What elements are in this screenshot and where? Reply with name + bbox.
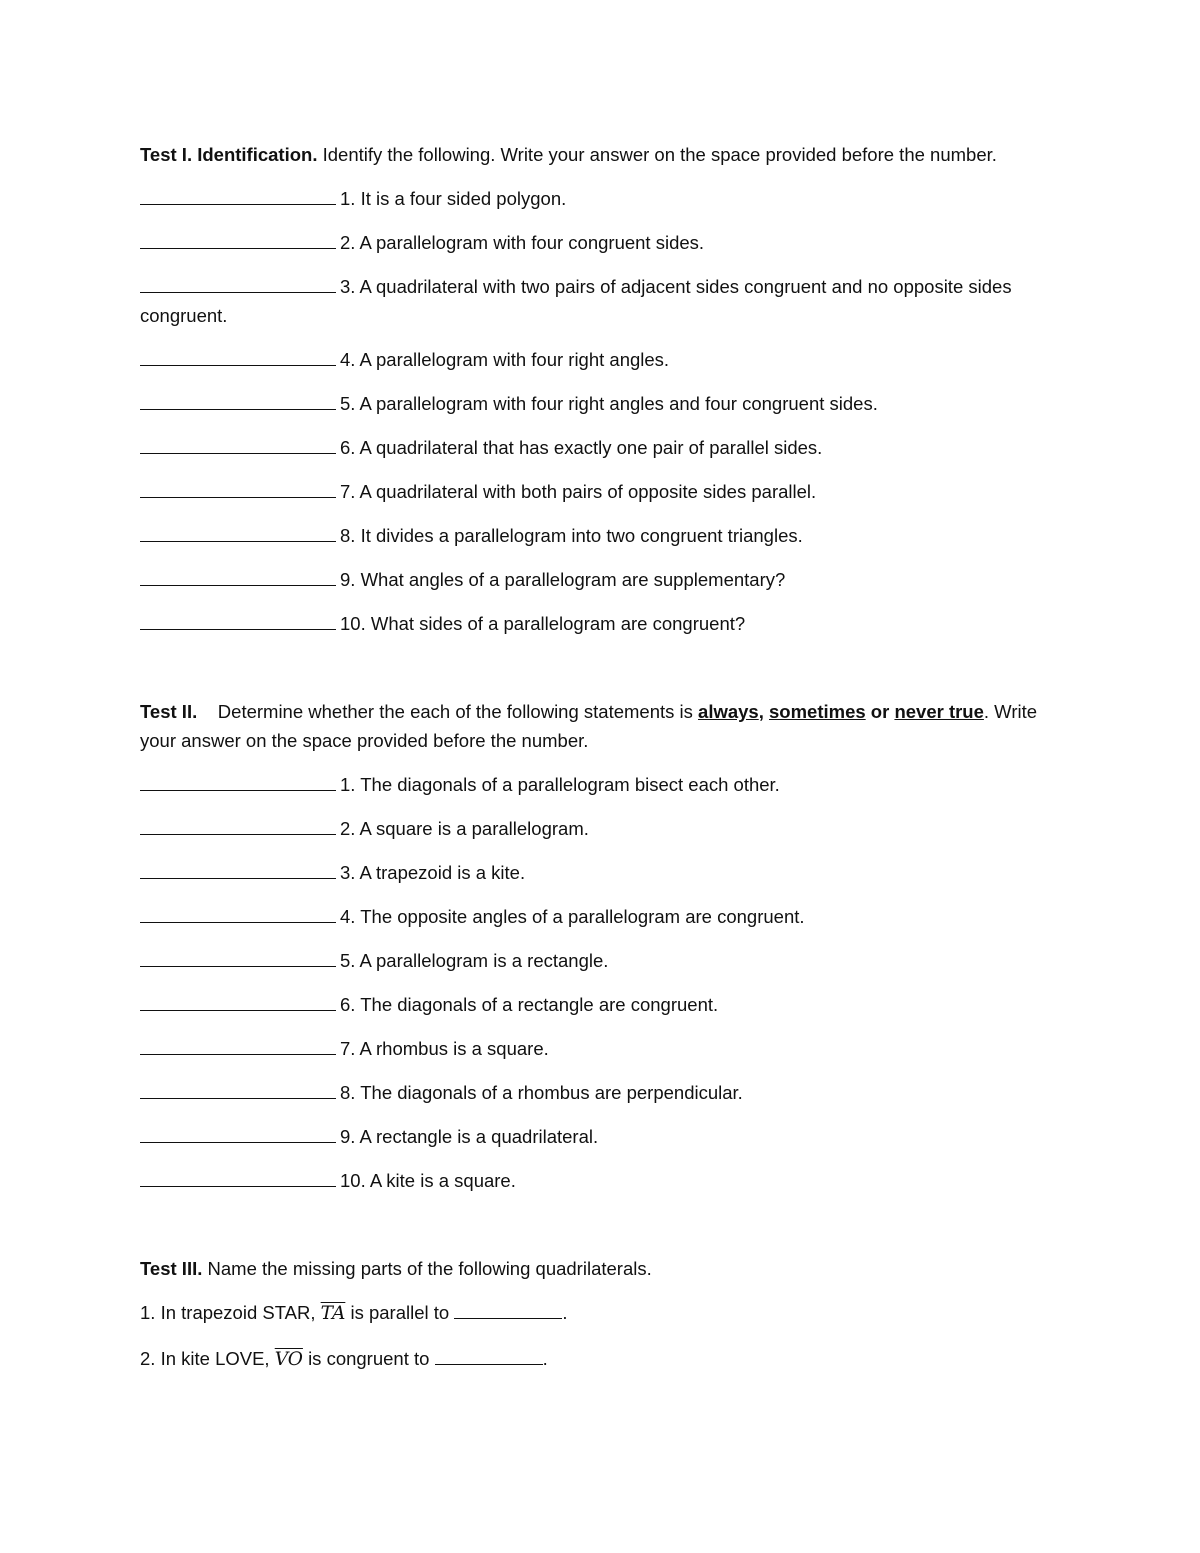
answer-blank[interactable] xyxy=(140,611,336,630)
keyword-sometimes: sometimes xyxy=(769,701,866,722)
answer-blank[interactable] xyxy=(140,1124,336,1143)
answer-blank[interactable] xyxy=(140,186,336,205)
keyword-never-true: never true xyxy=(894,701,984,722)
test1-item-2: 2. A parallelogram with four congruent sides. xyxy=(140,228,1060,257)
test2-item-9: 9. A rectangle is a quadrilateral. xyxy=(140,1122,1060,1151)
test2-item-7: 7. A rhombus is a square. xyxy=(140,1034,1060,1063)
test1-item-7: 7. A quadrilateral with both pairs of opposite sides parallel. xyxy=(140,477,1060,506)
answer-blank[interactable] xyxy=(140,1036,336,1055)
answer-blank[interactable] xyxy=(140,479,336,498)
test1-item-6: 6. A quadrilateral that has exactly one pair of parallel sides. xyxy=(140,433,1060,462)
answer-blank[interactable] xyxy=(140,904,336,923)
test2-instructions-b: . Write your answer on the space provided before the number. xyxy=(140,701,1038,751)
test1-item-10: 10. What sides of a parallelogram are congruent? xyxy=(140,609,1060,638)
answer-blank[interactable] xyxy=(454,1300,562,1319)
test2-title: Test II. xyxy=(140,701,198,722)
test1-item-5: 5. A parallelogram with four right angles and four congruent sides. xyxy=(140,389,1060,418)
test1-item-9: 9. What angles of a parallelogram are supplementary? xyxy=(140,565,1060,594)
test1-item-8: 8. It divides a parallelogram into two congruent triangles. xyxy=(140,521,1060,550)
test1-heading xyxy=(140,140,1060,169)
test1-instructions: Identify the following. Write your answer on the space provided before the number. xyxy=(322,144,997,165)
test2-heading: Test II. Determine whether the each of the following statements is always, sometimes or never true. Write your answer on the space provided before the number. xyxy=(140,701,1038,751)
test2-item-8: 8. The diagonals of a rhombus are perpendicular. xyxy=(140,1078,1060,1107)
answer-blank[interactable] xyxy=(140,523,336,542)
test2-item-6: 6. The diagonals of a rectangle are congruent. xyxy=(140,990,1060,1019)
answer-blank[interactable] xyxy=(140,274,336,293)
answer-blank[interactable] xyxy=(140,230,336,249)
test3-item-1: 1. In trapezoid STAR, $\overline{TA}$ is parallel to . xyxy=(140,1302,568,1324)
test3-item-2: 2. In kite LOVE, $\overline{VO}$ is congruent to . xyxy=(140,1348,548,1370)
test2-items xyxy=(140,770,1060,1195)
test2-instructions-a: Determine whether the each of the following statements is xyxy=(217,701,693,722)
answer-blank[interactable] xyxy=(140,816,336,835)
worksheet xyxy=(140,140,1060,1374)
test2-item-5: 5. A parallelogram is a rectangle. xyxy=(140,946,1060,975)
test1-item-4: 4. A parallelogram with four right angles. xyxy=(140,345,1060,374)
keyword-always: always xyxy=(698,701,759,722)
answer-blank[interactable] xyxy=(140,860,336,879)
test1-items xyxy=(140,184,1060,638)
segment-vo: $\overline{VO}$ xyxy=(274,1349,303,1370)
test2-item-2: 2. A square is a parallelogram. xyxy=(140,814,1060,843)
segment-ta: $\overline{TA}$ xyxy=(320,1303,346,1324)
answer-blank[interactable] xyxy=(140,1168,336,1187)
answer-blank[interactable] xyxy=(140,347,336,366)
test1-item-1: 1. It is a four sided polygon. xyxy=(140,184,1060,213)
test2-item-10: 10. A kite is a square. xyxy=(140,1166,1060,1195)
test3-heading xyxy=(140,1254,1060,1283)
answer-blank[interactable] xyxy=(140,948,336,967)
test3-instructions: Name the missing parts of the following quadrilaterals. xyxy=(207,1258,652,1279)
test2-item-3: 3. A trapezoid is a kite. xyxy=(140,858,1060,887)
answer-blank[interactable] xyxy=(140,391,336,410)
answer-blank[interactable] xyxy=(435,1346,543,1365)
test2-item-1: 1. The diagonals of a parallelogram bisect each other. xyxy=(140,770,1060,799)
answer-blank[interactable] xyxy=(140,992,336,1011)
test1-title: Test I. Identification. xyxy=(140,144,318,165)
answer-blank[interactable] xyxy=(140,1080,336,1099)
test1-item-3: 3. A quadrilateral with two pairs of adjacent sides congruent and no opposite sides congruent. xyxy=(140,276,1012,326)
answer-blank[interactable] xyxy=(140,772,336,791)
answer-blank[interactable] xyxy=(140,435,336,454)
test2-item-4: 4. The opposite angles of a parallelogram are congruent. xyxy=(140,902,1060,931)
test3-title: Test III. xyxy=(140,1258,203,1279)
answer-blank[interactable] xyxy=(140,567,336,586)
